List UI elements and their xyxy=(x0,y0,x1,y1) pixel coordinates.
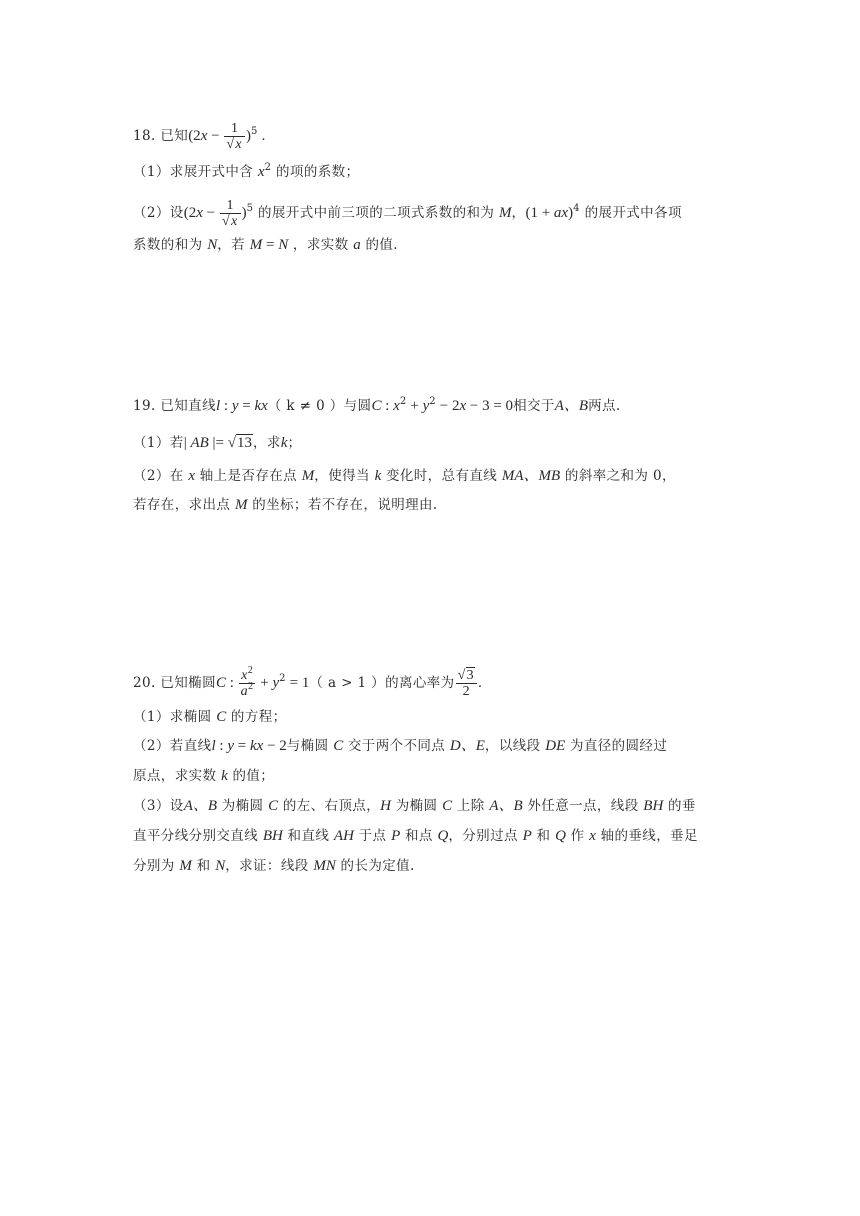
problem-20-part-3-line-3: 分别为 M 和 N，求证：线段 MN 的长为定值. xyxy=(133,858,415,874)
problem-18-part-2-line-2: 系数的和为 N，若 M = N ，求实数 a 的值. xyxy=(133,237,398,253)
problem-number: 18. xyxy=(133,128,156,144)
problem-19-part-2-line-2: 若存在，求出点 M 的坐标；若不存在，说明理由. xyxy=(133,497,438,513)
fraction: $\frac{1}{√x}$ xyxy=(224,121,245,152)
problem-19-part-2-line-1: （2）在 x 轴上是否存在点 M，使得当 k 变化时，总有直线 MA、MB 的斜率之和为 0， xyxy=(133,468,676,484)
problem-18-part-1: （1）求展开式中含 $x^2$ 的项的系数； xyxy=(133,162,360,180)
problem-text: 已知 xyxy=(160,128,189,144)
problem-20-part-1: （1）求椭圆 C 的方程； xyxy=(133,709,287,725)
fraction: $\frac{x^2}{a^2}$ xyxy=(240,665,254,699)
fraction: $\frac{1}{√x}$ xyxy=(220,198,241,229)
problem-18-part-2-line-1: （2）设(2x − $\frac{1}{√x}$ )$^5$ 的展开式中前三项的二项式系数的和为 M，(1 + ax)$^4$ 的展开式中各项 xyxy=(133,198,682,229)
problem-20-part-2-line-1: （2）若直线l : y = kx − 2与椭圆 C 交于两个不同点 D、E，以线段 DE 为直径的圆经过 xyxy=(133,738,668,754)
problem-20-part-2-line-2: 原点，求实数 k 的值； xyxy=(133,768,275,784)
problem-number: 19. xyxy=(133,398,156,414)
problem-20-stem: 20. 已知椭圆C : $\frac{x^2}{a^2}$ + $y^2 = 1$（ a > 1 ）的离心率为 $\frac{√3}{2}$ . xyxy=(133,665,482,699)
problem-number: 20. xyxy=(133,675,156,691)
problem-19-stem: 19. 已知直线l : y = kx（ k ≠ 0 ）与圆C : $x^2 + y^2 - 2x - 3 = 0$相交于A、B两点. xyxy=(133,396,621,414)
problem-19-part-1: （1）若| AB |= √13，求k； xyxy=(133,435,302,451)
problem-20-part-3-line-1: （3）设A、B 为椭圆 C 的左、右顶点，H 为椭圆 C 上除 A、B 外任意一点，线段 BH 的垂 xyxy=(133,798,696,814)
problem-20-part-3-line-2: 直平分线分别交直线 BH 和直线 AH 于点 P 和点 Q，分别过点 P 和 Q 作 x 轴的垂线，垂足 xyxy=(133,828,698,844)
problem-18-stem: 18. 已知(2x − $\frac{1}{√x}$ )$^5$ . xyxy=(133,121,266,152)
fraction: $\frac{√3}{2}$ xyxy=(456,668,478,699)
